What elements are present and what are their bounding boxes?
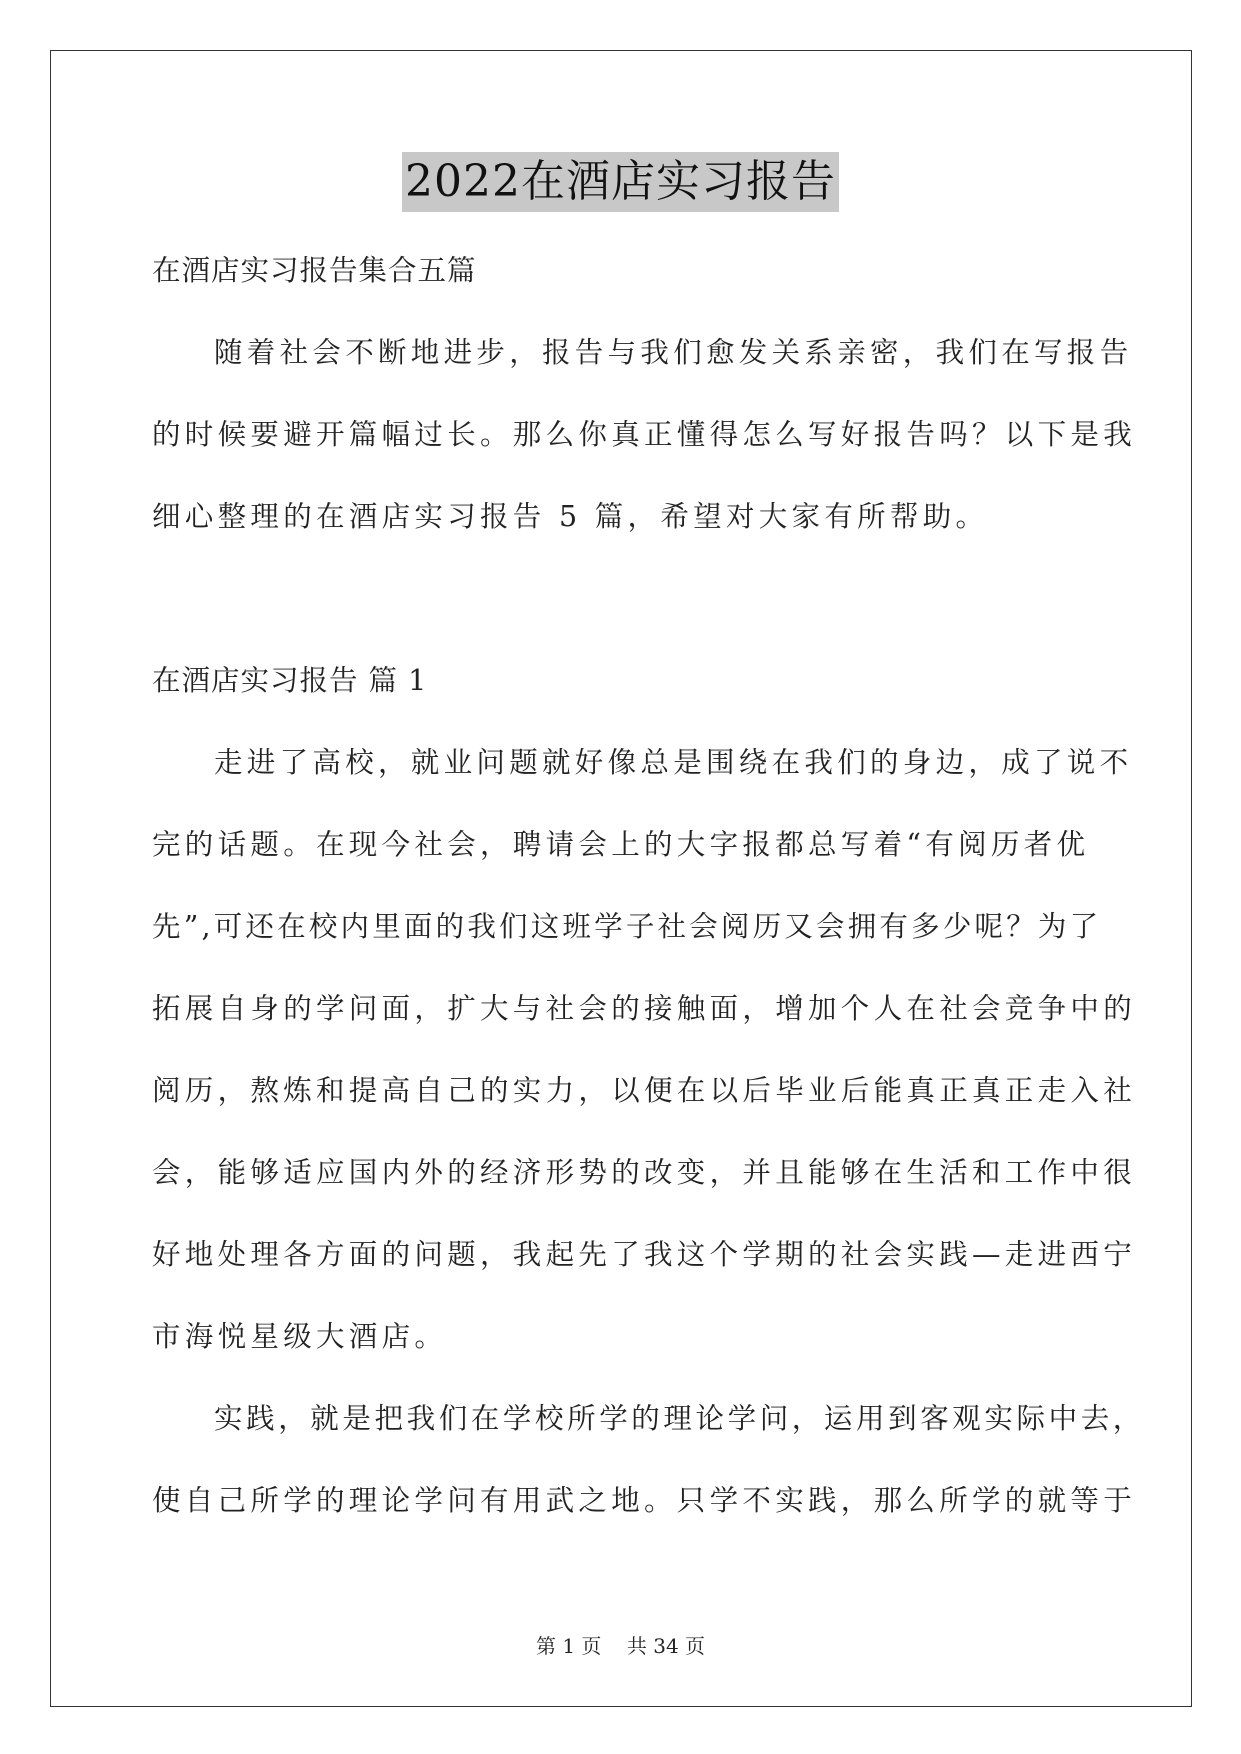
intro-line: 随着社会不断地进步，报告与我们愈发关系亲密，我们在写报告 (214, 336, 1133, 369)
page-total: 共 34 页 (626, 1634, 706, 1658)
paragraph-line: 实践，就是把我们在学校所学的理论学问，运用到客观实际中去， (214, 1402, 1145, 1435)
paragraph-line: 完的话题。在现今社会，聘请会上的大字报都总写着“有阅历者优 (152, 828, 1090, 861)
intro-line: 的时候要避开篇幅过长。那么你真正懂得怎么写好报告吗？以下是我 (152, 418, 1137, 451)
section-heading: 在酒店实习报告 篇 1 (152, 664, 428, 697)
title-container (0, 152, 1241, 212)
paragraph-line: 先”,可还在校内里面的我们这班学子社会阅历又会拥有多少呢？为了 (152, 910, 1102, 943)
paragraph-line: 走进了高校，就业问题就好像总是围绕在我们的身边，成了说不 (214, 746, 1133, 779)
intro-line: 细心整理的在酒店实习报告 5 篇，希望对大家有所帮助。 (152, 500, 989, 533)
paragraph-line: 市海悦星级大酒店。 (152, 1320, 448, 1353)
paragraph-line: 拓展自身的学问面，扩大与社会的接触面，增加个人在社会竞争中的 (152, 992, 1137, 1025)
page-footer (0, 1630, 1241, 1659)
document-body (152, 230, 1145, 1542)
paragraph-line: 会，能够适应国内外的经济形势的改变，并且能够在生活和工作中很 (152, 1156, 1137, 1189)
document-subtitle: 在酒店实习报告集合五篇 (152, 254, 477, 287)
paragraph-line: 使自己所学的理论学问有用武之地。只学不实践，那么所学的就等于 (152, 1484, 1137, 1517)
document-title: 2022在酒店实习报告 (402, 152, 839, 212)
spacer (152, 558, 1092, 640)
paragraph-line: 阅历，熬炼和提高自己的实力，以便在以后毕业后能真正真正走入社 (152, 1074, 1137, 1107)
paragraph-line: 好地处理各方面的问题，我起先了我这个学期的社会实践—走进西宁 (152, 1238, 1137, 1271)
page-number: 第 1 页 (535, 1634, 602, 1658)
